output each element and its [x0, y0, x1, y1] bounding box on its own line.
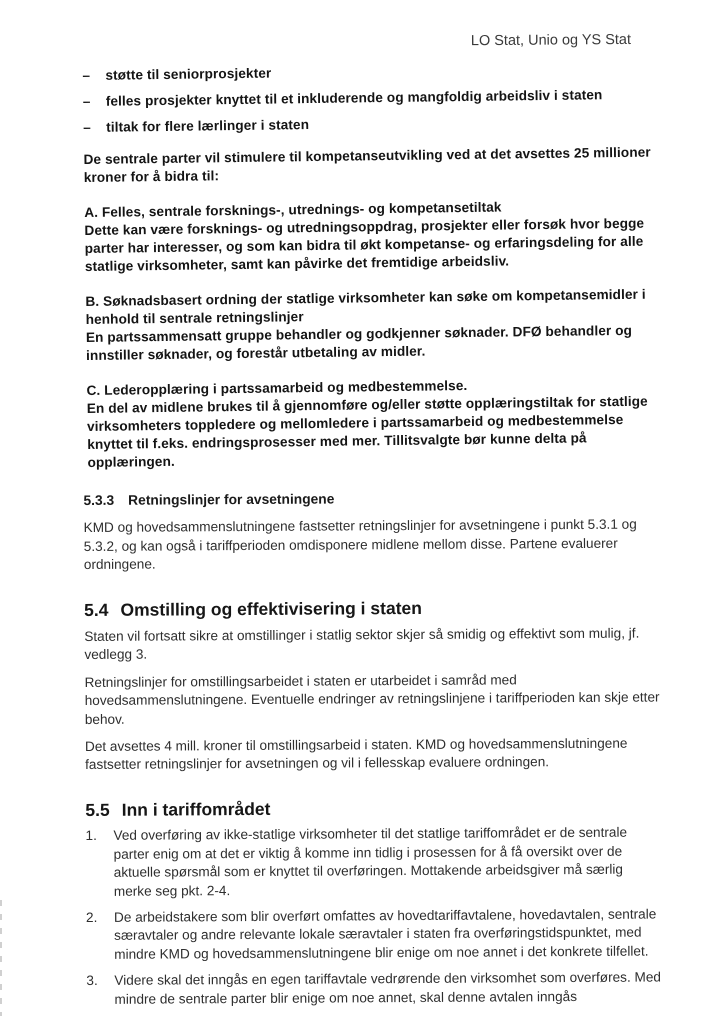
item-number: 3. [86, 973, 98, 989]
section-533-heading [83, 488, 658, 510]
section-54-heading [84, 597, 659, 619]
section-54-paragraph: Staten vil fortsatt sikre at omstillinger i statlig sektor skjer så smidig og effektivt som mulig, jf. vedlegg 3. [84, 625, 640, 663]
numbered-item [86, 905, 661, 964]
item-text: De arbeidstakere som blir overført omfattes av hovedtariffavtalene, hovedavtalen, sentrale særavtaler og andre relevante lokale særavtaler i staten fra overføringstidspunktet, med mindre KMD og hovedsammenslutningene blir enige om noe annet i det konkrete tilfellet. [113, 906, 657, 962]
block-body: En partssammensatt gruppe behandler og godkjenner søknader. DFØ behandler og innstiller søknader, og forestår utbetaling av midler. [85, 322, 633, 363]
section-55-heading [85, 797, 660, 819]
block-body: En del av midlene brukes til å gjennomføre og/eller støtte opplæringstiltak for statlige virksomheters toppledere og mellomledere i partssamarbeid og medbestemmelse knyttet til f.eks. endringsprosesser med mer. Tillitsvalgte bør kunne delta på opplæringen. [86, 393, 648, 470]
list-item [83, 112, 651, 137]
section-54-paragraph: Det avsettes 4 mill. kroner til omstillingsarbeid i staten. KMD og hovedsammenslutningene fastsetter retningslinjer for avsetningen og vil i fellesskap evaluere ordningen. [84, 735, 628, 773]
dash-bullet: – [83, 119, 91, 136]
dash-bullet: – [82, 67, 91, 84]
section-number: 5.3.3 [83, 492, 115, 509]
list-item [82, 60, 650, 85]
scan-artifact [0, 900, 2, 1016]
header-right-text: LO Stat, Unio og YS Stat [470, 31, 632, 50]
dash-bullet: – [82, 93, 91, 110]
item-number: 2. [85, 909, 98, 925]
section-number: 5.4 [84, 599, 109, 620]
list-item-text: støtte til seniorprosjekter [105, 65, 272, 83]
section-number: 5.5 [85, 799, 110, 820]
block-title: A. Felles, sentrale forsknings-, utrednings- og kompetansetiltak [84, 199, 502, 221]
list-item [83, 86, 651, 111]
bottom-section [83, 488, 661, 1008]
section-title: Inn i tariffområdet [121, 798, 271, 820]
section-54-paragraph: Retningslinjer for omstillingsarbeidet i staten er utarbeidet i samråd med hovedsammenslutningene. Eventuelle endringer av retningslinjene i tariffperioden kan skje etter behov. [84, 672, 660, 727]
section-533-paragraph: KMD og hovedsammenslutningene fastsetter retningslinjer for avsetningene i punkt 5.3.1 og 5.3.2, og kan også i tariffperioden omdisponere midlene mellom disse. Partene evaluerer ordningene. [83, 517, 637, 573]
lettered-block-b [85, 286, 654, 365]
page-header [85, 32, 645, 52]
numbered-list [85, 824, 661, 1009]
numbered-item [86, 969, 661, 1009]
lettered-block-c [86, 375, 655, 472]
block-title: B. Søknadsbasert ordning der statlige virksomheter kan søke om kompetansemidler i henhold til sentrale retningslinjer [85, 286, 646, 327]
block-title: C. Lederopplæring i partssamarbeid og medbestemmelse. [86, 378, 468, 398]
item-text: Videre skal det inngås en egen tariffavtale vedrørende den virksomhet som overføres. Med mindre de sentrale parter blir enige om noe annet, skal denne avtalen inngås [114, 969, 662, 1007]
bullet-list [82, 60, 651, 137]
block-body: Dette kan være forsknings- og utredningsoppdrag, prosjekter eller forsøk hvor begge parter har interesser, og som kan bidra til økt kompetanse- og erfaringsdeling for alle statlige virksomheter, samt kan påvirke det fremtidige arbeidsliv. [84, 215, 645, 274]
section-title: Omstilling og effektivisering i staten [120, 597, 422, 620]
intro-paragraph: De sentrale parter vil stimulere til kompetanseutvikling ved at det avsettes 25 millioner kroner for å bidra til: [83, 144, 651, 186]
list-item-text: felles prosjekter knyttet til et inkluderende og mangfoldig arbeidsliv i staten [105, 87, 603, 109]
list-item-text: tiltak for flere lærlinger i staten [106, 117, 310, 135]
numbered-item [85, 824, 660, 901]
top-section [82, 60, 655, 472]
section-title: Retningslinjer for avsetningene [128, 491, 335, 508]
item-number: 1. [85, 828, 97, 844]
item-text: Ved overføring av ikke-statlige virksomheter til det statlige tariffområdet er de sentrale parter enig om at det er viktig å komme inn tidlig i prosessen for å få oversikt over de aktuelle spørsmål som er knyttet til overføringen. Mottakende arbeidsgiver må særlig merke seg pkt. 2-4. [113, 824, 628, 899]
lettered-block-a [84, 197, 653, 276]
